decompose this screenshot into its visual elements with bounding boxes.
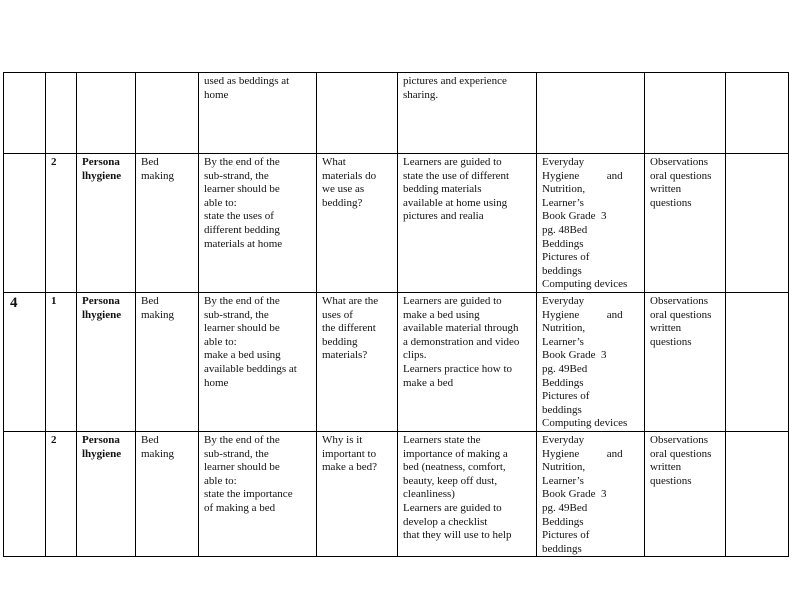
week-cell — [4, 431, 46, 556]
assessment-cell: Observations oral questions written questions — [645, 154, 726, 293]
learning-resources-cell: Everyday Hygiene and Nutrition, Learner’s Book Grade 3 pg. 49Bed Beddings Pictures of beddings — [537, 431, 645, 556]
key-inquiry-question-cell: Why is it important to make a bed? — [317, 431, 398, 556]
table-row — [4, 154, 789, 293]
strand-cell: Persona lhygiene — [77, 293, 136, 432]
key-inquiry-question-cell: What are the uses of the different bedding materials? — [317, 293, 398, 432]
strand-cell — [77, 73, 136, 154]
reflection-cell — [726, 293, 789, 432]
learning-experiences-cell: Learners are guided to make a bed using available material through a demonstration and video clips. Learners practice how to make a bed — [398, 293, 537, 432]
assessment-cell: Observations oral questions written questions — [645, 293, 726, 432]
assessment-cell: Observations oral questions written questions — [645, 431, 726, 556]
sub-strand-cell: Bed making — [136, 293, 199, 432]
sub-strand-cell: Bed making — [136, 431, 199, 556]
sub-strand-cell: Bed making — [136, 154, 199, 293]
week-cell — [4, 73, 46, 154]
lesson-cell: 1 — [46, 293, 77, 432]
learning-experiences-cell: pictures and experience sharing. — [398, 73, 537, 154]
reflection-cell — [726, 73, 789, 154]
assessment-cell — [645, 73, 726, 154]
lesson-cell — [46, 73, 77, 154]
learning-experiences-cell: Learners state the importance of making a bed (neatness, comfort, beauty, keep off dust, cleanliness) Learners are guided to develop a checklist that they will use to help — [398, 431, 537, 556]
learning-resources-cell: Everyday Hygiene and Nutrition, Learner’s Book Grade 3 pg. 49Bed Beddings Pictures of beddings Computing devices — [537, 293, 645, 432]
learning-outcomes-cell: By the end of the sub-strand, the learner should be able to: state the importance of making a bed — [199, 431, 317, 556]
key-inquiry-question-cell — [317, 73, 398, 154]
reflection-cell — [726, 154, 789, 293]
reflection-cell — [726, 431, 789, 556]
learning-outcomes-cell: used as beddings at home — [199, 73, 317, 154]
sub-strand-cell — [136, 73, 199, 154]
learning-outcomes-cell: By the end of the sub-strand, the learner should be able to: state the uses of different bedding materials at home — [199, 154, 317, 293]
table-row — [4, 431, 789, 556]
learning-outcomes-cell: By the end of the sub-strand, the learner should be able to: make a bed using available beddings at home — [199, 293, 317, 432]
learning-experiences-cell: Learners are guided to state the use of different bedding materials available at home using pictures and realia — [398, 154, 537, 293]
learning-resources-cell — [537, 73, 645, 154]
week-cell — [4, 154, 46, 293]
strand-cell: Persona lhygiene — [77, 154, 136, 293]
lesson-cell: 2 — [46, 154, 77, 293]
scheme-of-work-table — [3, 72, 789, 557]
table-row — [4, 73, 789, 154]
lesson-cell: 2 — [46, 431, 77, 556]
strand-cell: Persona lhygiene — [77, 431, 136, 556]
table-row — [4, 293, 789, 432]
learning-resources-cell: Everyday Hygiene and Nutrition, Learner’s Book Grade 3 pg. 48Bed Beddings Pictures of beddings Computing devices — [537, 154, 645, 293]
key-inquiry-question-cell: What materials do we use as bedding? — [317, 154, 398, 293]
week-cell: 4 — [4, 293, 46, 432]
